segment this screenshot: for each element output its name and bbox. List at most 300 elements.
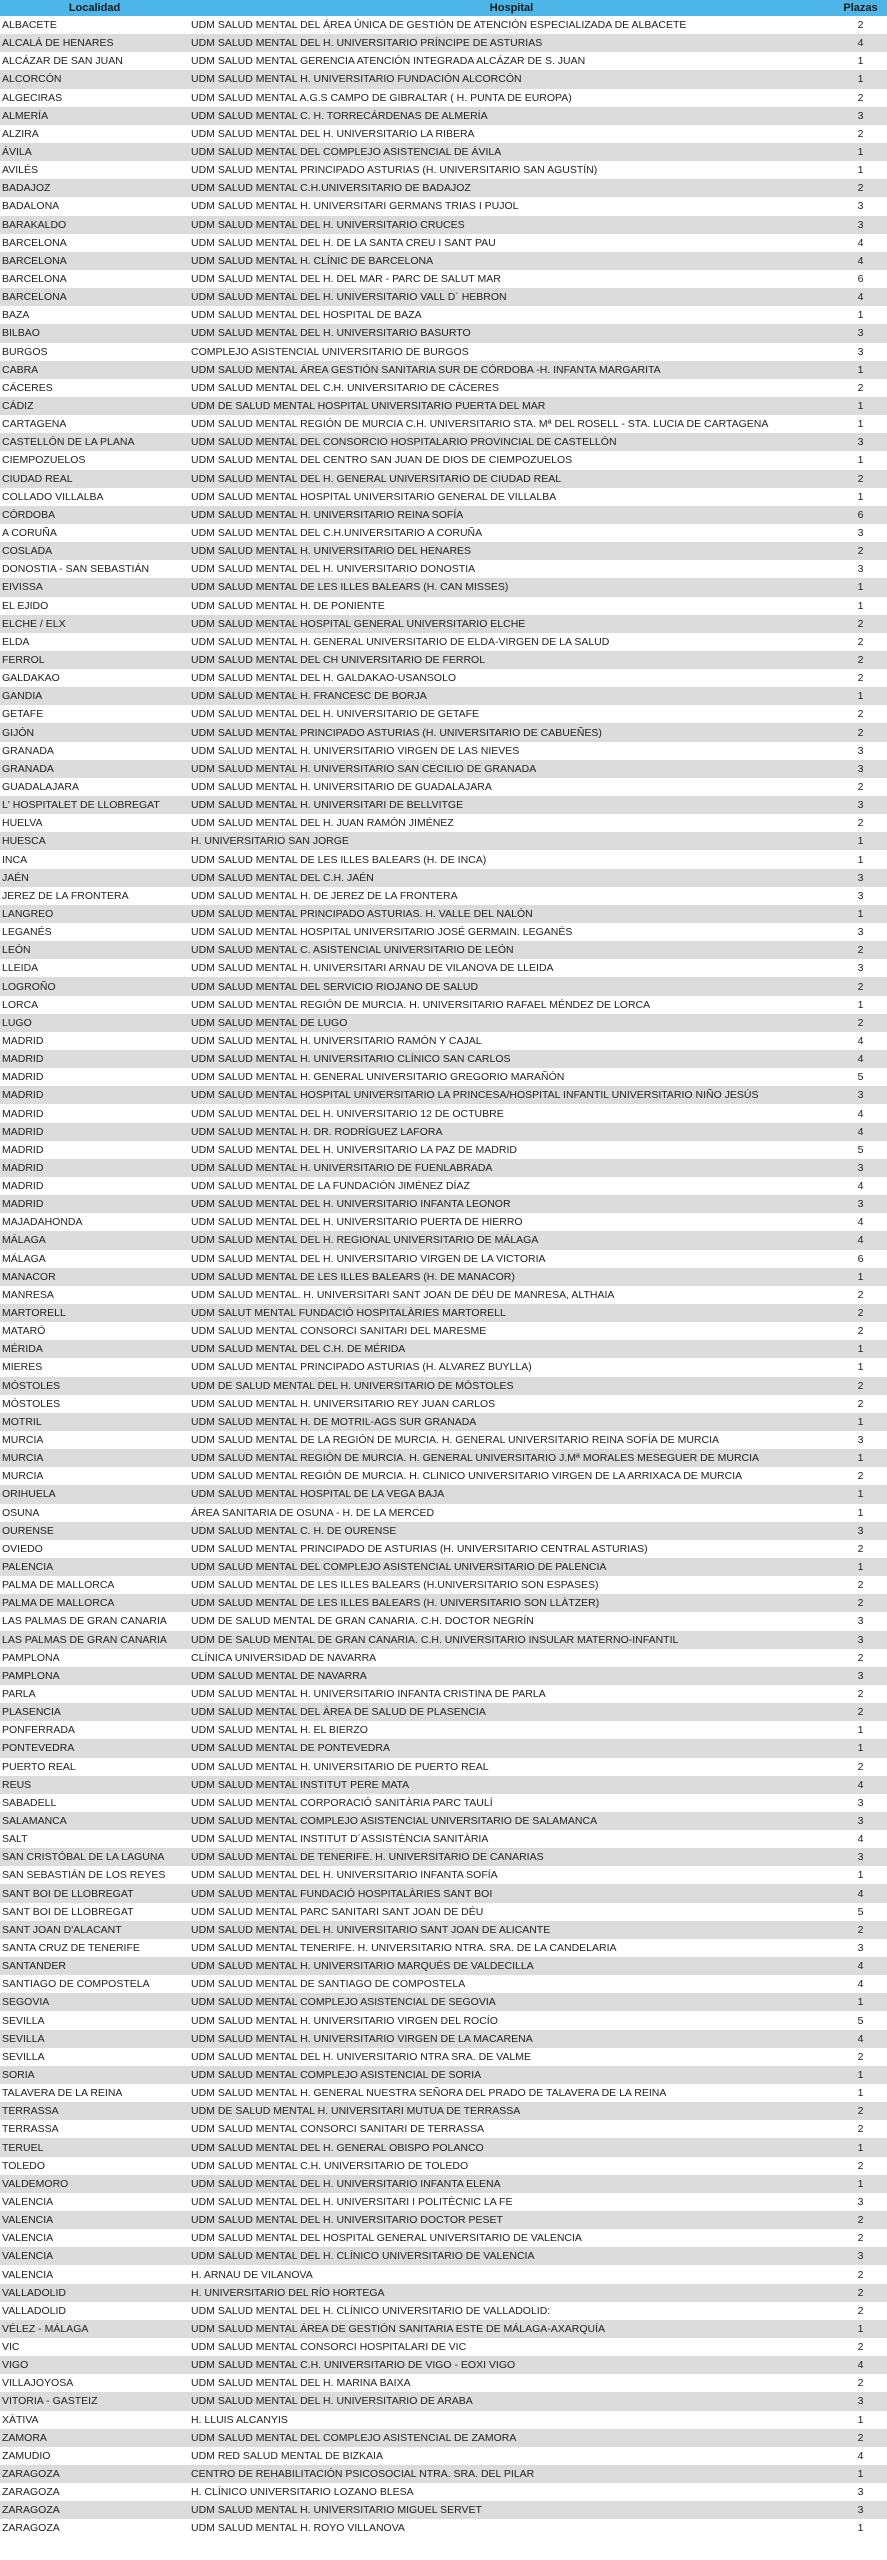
table-row	[0, 1758, 887, 1776]
cell-hospital: UDM SALUD MENTAL H. UNIVERSITARIO VIRGEN DEL ROCÍO	[189, 2011, 834, 2029]
table-row	[0, 143, 887, 161]
cell-localidad: LEGANÉS	[0, 923, 189, 941]
cell-localidad: GRANADA	[0, 760, 189, 778]
cell-hospital: UDM SALUD MENTAL HOSPITAL DE LA VEGA BAJA	[189, 1485, 834, 1503]
cell-hospital: UDM SALUD MENTAL H. UNIVERSITARIO DE FUENLABRADA	[189, 1159, 834, 1177]
cell-plazas: 2	[834, 669, 887, 687]
cell-hospital: UDM SALUD MENTAL DE LES ILLES BALEARS (H. CAN MISSES)	[189, 578, 834, 596]
cell-hospital: UDM SALUD MENTAL PRINCIPADO ASTURIAS (H. ALVAREZ BUYLLA)	[189, 1358, 834, 1376]
header-localidad: Localidad	[0, 0, 189, 16]
cell-plazas: 5	[834, 1141, 887, 1159]
cell-hospital: UDM SALUD MENTAL DEL H. CLÍNICO UNIVERSITARIO DE VALLADOLID:	[189, 2302, 834, 2320]
cell-plazas: 3	[834, 1086, 887, 1104]
cell-localidad: PARLA	[0, 1685, 189, 1703]
table-header	[0, 0, 887, 16]
cell-localidad: VIGO	[0, 2356, 189, 2374]
cell-localidad: MATARÓ	[0, 1322, 189, 1340]
cell-hospital: UDM SALUD MENTAL DEL H. UNIVERSITARIO LA PAZ DE MADRID	[189, 1141, 834, 1159]
cell-hospital: UDM RED SALUD MENTAL DE BIZKAIA	[189, 2447, 834, 2465]
table-row	[0, 597, 887, 615]
cell-plazas: 2	[834, 814, 887, 832]
cell-plazas: 4	[834, 1050, 887, 1068]
table-row	[0, 161, 887, 179]
table-row	[0, 1413, 887, 1431]
cell-localidad: CARTAGENA	[0, 415, 189, 433]
cell-plazas: 5	[834, 1903, 887, 1921]
table-row	[0, 2447, 887, 2465]
cell-hospital: UDM SALUD MENTAL DEL H. UNIVERSITARIO LA RIBERA	[189, 125, 834, 143]
cell-hospital: UDM SALUD MENTAL PRINCIPADO DE ASTURIAS (H. UNIVERSITARIO CENTRAL ASTURIAS)	[189, 1540, 834, 1558]
table-row	[0, 2229, 887, 2247]
cell-plazas: 1	[834, 451, 887, 469]
cell-hospital: UDM SALUD MENTAL CONSORCI SANITARI DE TERRASSA	[189, 2120, 834, 2138]
cell-hospital: UDM SALUD MENTAL H. UNIVERSITARI ARNAU DE VILANOVA DE LLEIDA	[189, 959, 834, 977]
table-row	[0, 361, 887, 379]
table-row	[0, 996, 887, 1014]
table-row	[0, 125, 887, 143]
cell-hospital: UDM SALUD MENTAL DEL H. GALDAKAO-USANSOLO	[189, 669, 834, 687]
cell-localidad: BADAJOZ	[0, 179, 189, 197]
cell-localidad: SANT BOI DE LLOBREGAT	[0, 1884, 189, 1902]
cell-plazas: 1	[834, 1358, 887, 1376]
table-row	[0, 1884, 887, 1902]
cell-localidad: HUESCA	[0, 832, 189, 850]
cell-hospital: UDM SALUD MENTAL DE TENERIFE. H. UNIVERSITARIO DE CANARIAS	[189, 1848, 834, 1866]
cell-plazas: 4	[834, 252, 887, 270]
cell-localidad: A CORUÑA	[0, 524, 189, 542]
cell-plazas: 3	[834, 2247, 887, 2265]
table-row	[0, 2048, 887, 2066]
cell-hospital: UDM SALUD MENTAL DEL C.H. JAÉN	[189, 869, 834, 887]
table-row	[0, 633, 887, 651]
cell-plazas: 4	[834, 1776, 887, 1794]
cell-plazas: 2	[834, 941, 887, 959]
cell-plazas: 4	[834, 234, 887, 252]
cell-hospital: UDM SALUD MENTAL H. GENERAL UNIVERSITARIO GREGORIO MARAÑÓN	[189, 1068, 834, 1086]
cell-plazas: 4	[834, 1177, 887, 1195]
cell-hospital: UDM SALUD MENTAL DEL H. UNIVERSITARIO VALL D´ HEBRON	[189, 288, 834, 306]
table-row	[0, 1685, 887, 1703]
cell-hospital: UDM DE SALUD MENTAL DEL H. UNIVERSITARIO DE MÓSTOLES	[189, 1377, 834, 1395]
table-row	[0, 1449, 887, 1467]
cell-plazas: 2	[834, 1703, 887, 1721]
cell-plazas: 2	[834, 1921, 887, 1939]
cell-plazas: 2	[834, 1014, 887, 1032]
cell-plazas: 1	[834, 2465, 887, 2483]
table-row	[0, 70, 887, 88]
table-row	[0, 1213, 887, 1231]
cell-localidad: MURCIA	[0, 1449, 189, 1467]
cell-localidad: EIVISSA	[0, 578, 189, 596]
cell-hospital: UDM SALUD MENTAL C.H.UNIVERSITARIO DE BADAJOZ	[189, 179, 834, 197]
cell-plazas: 2	[834, 2157, 887, 2175]
cell-localidad: BARCELONA	[0, 252, 189, 270]
cell-plazas: 3	[834, 324, 887, 342]
table-row	[0, 796, 887, 814]
cell-hospital: UDM SALUD MENTAL DEL H. UNIVERSITARIO PUERTA DE HIERRO	[189, 1213, 834, 1231]
cell-hospital: UDM SALUD MENTAL DEL H. JUAN RAMÓN JIMÉNEZ	[189, 814, 834, 832]
cell-localidad: SANTIAGO DE COMPOSTELA	[0, 1975, 189, 1993]
cell-hospital: UDM SALUD MENTAL H. EL BIERZO	[189, 1721, 834, 1739]
cell-localidad: SANTA CRUZ DE TENERIFE	[0, 1939, 189, 1957]
cell-localidad: MADRID	[0, 1123, 189, 1141]
cell-hospital: UDM SALUD MENTAL COMPLEJO ASISTENCIAL DE SORIA	[189, 2066, 834, 2084]
table-row	[0, 2120, 887, 2138]
table-row	[0, 52, 887, 70]
cell-localidad: PALENCIA	[0, 1558, 189, 1576]
table-row	[0, 687, 887, 705]
cell-localidad: MURCIA	[0, 1467, 189, 1485]
table-row	[0, 270, 887, 288]
cell-localidad: MADRID	[0, 1086, 189, 1104]
cell-hospital: UDM SALUD MENTAL DEL SERVICIO RIOJANO DE SALUD	[189, 977, 834, 995]
cell-plazas: 3	[834, 1431, 887, 1449]
cell-localidad: LEÓN	[0, 941, 189, 959]
cell-hospital: UDM SALUD MENTAL DEL H. GENERAL UNIVERSITARIO DE CIUDAD REAL	[189, 470, 834, 488]
cell-localidad: VALLADOLID	[0, 2284, 189, 2302]
cell-hospital: UDM SALUD MENTAL H. UNIVERSITARIO INFANTA CRISTINA DE PARLA	[189, 1685, 834, 1703]
cell-hospital: UDM SALUD MENTAL DEL C.H. DE MÉRIDA	[189, 1340, 834, 1358]
cell-hospital: UDM SALUD MENTAL DE LES ILLES BALEARS (H.UNIVERSITARIO SON ESPASES)	[189, 1576, 834, 1594]
cell-hospital: UDM SALUD MENTAL DEL H. CLÍNICO UNIVERSITARIO DE VALENCIA	[189, 2247, 834, 2265]
cell-plazas: 3	[834, 1939, 887, 1957]
cell-hospital: UDM SALUD MENTAL H. UNIVERSITARIO REINA SOFÍA	[189, 506, 834, 524]
cell-localidad: VILLAJOYOSA	[0, 2374, 189, 2392]
table-row	[0, 742, 887, 760]
table-row	[0, 2374, 887, 2392]
table-row	[0, 2102, 887, 2120]
table-row	[0, 1667, 887, 1685]
table-row	[0, 216, 887, 234]
cell-hospital: UDM SALUD MENTAL DEL HOSPITAL GENERAL UNIVERSITARIO DE VALENCIA	[189, 2229, 834, 2247]
table-row	[0, 615, 887, 633]
table-row	[0, 397, 887, 415]
table-row	[0, 2193, 887, 2211]
table-row	[0, 89, 887, 107]
cell-plazas: 3	[834, 923, 887, 941]
cell-localidad: SEVILLA	[0, 2048, 189, 2066]
cell-plazas: 2	[834, 1322, 887, 1340]
cell-localidad: CASTELLÓN DE LA PLANA	[0, 433, 189, 451]
cell-plazas: 3	[834, 216, 887, 234]
table-row	[0, 1975, 887, 1993]
cell-hospital: UDM SALUD MENTAL H. UNIVERSITARIO VIRGEN DE LAS NIEVES	[189, 742, 834, 760]
cell-localidad: LUGO	[0, 1014, 189, 1032]
cell-plazas: 4	[834, 2447, 887, 2465]
cell-hospital: UDM SALUD MENTAL HOSPITAL UNIVERSITARIO JOSÉ GERMAIN. LEGANÉS	[189, 923, 834, 941]
cell-hospital: UDM SALUD MENTAL. H. UNIVERSITARI SANT JOAN DE DÉU DE MANRESA, ALTHAIA	[189, 1286, 834, 1304]
cell-plazas: 3	[834, 1159, 887, 1177]
table-row	[0, 379, 887, 397]
cell-localidad: VALLADOLID	[0, 2302, 189, 2320]
table-row	[0, 2265, 887, 2283]
cell-localidad: PONTEVEDRA	[0, 1739, 189, 1757]
table-row	[0, 2429, 887, 2447]
cell-localidad: LORCA	[0, 996, 189, 1014]
cell-plazas: 1	[834, 832, 887, 850]
cell-localidad: MADRID	[0, 1195, 189, 1213]
cell-localidad: CÁDIZ	[0, 397, 189, 415]
table-row	[0, 2247, 887, 2265]
cell-hospital: UDM SALUD MENTAL H. UNIVERSITARIO REY JUAN CARLOS	[189, 1395, 834, 1413]
cell-hospital: UDM SALUT MENTAL FUNDACIÓ HOSPITALÀRIES MARTORELL	[189, 1304, 834, 1322]
table-row	[0, 1649, 887, 1667]
cell-hospital: UDM SALUD MENTAL DE SANTIAGO DE COMPOSTELA	[189, 1975, 834, 1993]
cell-hospital: UDM SALUD MENTAL DEL C.H. UNIVERSITARIO DE CÁCERES	[189, 379, 834, 397]
cell-localidad: COSLADA	[0, 542, 189, 560]
cell-plazas: 2	[834, 778, 887, 796]
cell-plazas: 3	[834, 1848, 887, 1866]
cell-hospital: H. UNIVERSITARIO SAN JORGE	[189, 832, 834, 850]
cell-hospital: UDM SALUD MENTAL DEL H. UNIVERSITARIO DOCTOR PESET	[189, 2211, 834, 2229]
cell-localidad: SANT JOAN D'ALACANT	[0, 1921, 189, 1939]
cell-localidad: BARCELONA	[0, 288, 189, 306]
table-row	[0, 651, 887, 669]
cell-plazas: 1	[834, 850, 887, 868]
cell-localidad: ZAMORA	[0, 2429, 189, 2447]
cell-hospital: UDM SALUD MENTAL DEL ÁREA DE SALUD DE PLASENCIA	[189, 1703, 834, 1721]
cell-hospital: UDM SALUD MENTAL DEL H. DE LA SANTA CREU I SANT PAU	[189, 234, 834, 252]
cell-localidad: TERRASSA	[0, 2120, 189, 2138]
cell-hospital: UDM SALUD MENTAL REGIÓN DE MURCIA. H. GENERAL UNIVERSITARIO J.Mª MORALES MESEGUER DE MURCIA	[189, 1449, 834, 1467]
cell-plazas: 3	[834, 2501, 887, 2519]
cell-plazas: 3	[834, 343, 887, 361]
cell-localidad: SEGOVIA	[0, 1993, 189, 2011]
cell-hospital: UDM SALUD MENTAL DE LA REGIÓN DE MURCIA. H. GENERAL UNIVERSITARIO REINA SOFÍA DE MURCIA	[189, 1431, 834, 1449]
cell-localidad: CÁCERES	[0, 379, 189, 397]
cell-localidad: PAMPLONA	[0, 1667, 189, 1685]
table-row	[0, 1540, 887, 1558]
cell-localidad: MÁLAGA	[0, 1250, 189, 1268]
table-row	[0, 1268, 887, 1286]
cell-localidad: COLLADO VILLALBA	[0, 488, 189, 506]
cell-localidad: BARCELONA	[0, 234, 189, 252]
cell-hospital: UDM SALUD MENTAL H. UNIVERSITARIO MIGUEL SERVET	[189, 2501, 834, 2519]
table-row	[0, 2030, 887, 2048]
cell-hospital: UDM SALUD MENTAL C. H. DE OURENSE	[189, 1522, 834, 1540]
cell-localidad: PALMA DE MALLORCA	[0, 1594, 189, 1612]
table-row	[0, 2356, 887, 2374]
cell-plazas: 2	[834, 470, 887, 488]
cell-hospital: COMPLEJO ASISTENCIAL UNIVERSITARIO DE BURGOS	[189, 343, 834, 361]
cell-hospital: UDM SALUD MENTAL DEL H. UNIVERSITARIO SANT JOAN DE ALICANTE	[189, 1921, 834, 1939]
cell-plazas: 1	[834, 2320, 887, 2338]
cell-localidad: GIJÓN	[0, 723, 189, 741]
table-row	[0, 34, 887, 52]
cell-plazas: 3	[834, 760, 887, 778]
cell-plazas: 3	[834, 742, 887, 760]
cell-localidad: BARAKALDO	[0, 216, 189, 234]
cell-hospital: UDM SALUD MENTAL DE LUGO	[189, 1014, 834, 1032]
cell-localidad: MÓSTOLES	[0, 1377, 189, 1395]
cell-plazas: 1	[834, 1721, 887, 1739]
cell-localidad: MIERES	[0, 1358, 189, 1376]
table-row	[0, 1631, 887, 1649]
table-row	[0, 415, 887, 433]
cell-plazas: 1	[834, 1739, 887, 1757]
table-row	[0, 1776, 887, 1794]
cell-hospital: UDM SALUD MENTAL CORPORACIÓ SANITÀRIA PARC TAULÍ	[189, 1794, 834, 1812]
cell-plazas: 2	[834, 651, 887, 669]
cell-plazas: 3	[834, 107, 887, 125]
table-row	[0, 1594, 887, 1612]
cell-localidad: CIUDAD REAL	[0, 470, 189, 488]
table-row	[0, 923, 887, 941]
table-row	[0, 1032, 887, 1050]
cell-hospital: UDM SALUD MENTAL REGIÓN DE MURCIA C.H. UNIVERSITARIO STA. Mª DEL ROSELL - STA. LUCIA DE CARTAGENA	[189, 415, 834, 433]
table-row	[0, 2338, 887, 2356]
cell-localidad: FERROL	[0, 651, 189, 669]
table-row	[0, 1848, 887, 1866]
table-row	[0, 1485, 887, 1503]
cell-plazas: 3	[834, 869, 887, 887]
cell-hospital: UDM SALUD MENTAL REGIÓN DE MURCIA. H. CLINICO UNIVERSITARIO VIRGEN DE LA ARRIXACA DE MURCIA	[189, 1467, 834, 1485]
cell-plazas: 2	[834, 2302, 887, 2320]
cell-plazas: 3	[834, 524, 887, 542]
table-row	[0, 2138, 887, 2156]
table-row	[0, 2211, 887, 2229]
cell-plazas: 1	[834, 2138, 887, 2156]
cell-localidad: ALGECIRAS	[0, 89, 189, 107]
cell-plazas: 1	[834, 597, 887, 615]
cell-plazas: 2	[834, 1377, 887, 1395]
cell-localidad: LLEIDA	[0, 959, 189, 977]
cell-localidad: MÓSTOLES	[0, 1395, 189, 1413]
cell-plazas: 1	[834, 2175, 887, 2193]
cell-hospital: UDM SALUD MENTAL A.G.S CAMPO DE GIBRALTAR ( H. PUNTA DE EUROPA)	[189, 89, 834, 107]
table-row	[0, 197, 887, 215]
cell-localidad: ALZIRA	[0, 125, 189, 143]
table-row	[0, 2284, 887, 2302]
cell-localidad: BAZA	[0, 306, 189, 324]
table-row	[0, 1177, 887, 1195]
cell-hospital: UDM SALUD MENTAL H. ROYO VILLANOVA	[189, 2519, 834, 2537]
cell-plazas: 4	[834, 2356, 887, 2374]
cell-localidad: BURGOS	[0, 343, 189, 361]
cell-plazas: 3	[834, 959, 887, 977]
cell-hospital: UDM SALUD MENTAL H. DR. RODRÍGUEZ LAFORA	[189, 1123, 834, 1141]
table-row	[0, 1141, 887, 1159]
cell-plazas: 2	[834, 2265, 887, 2283]
table-row	[0, 778, 887, 796]
cell-plazas: 3	[834, 1812, 887, 1830]
table-row	[0, 451, 887, 469]
table-row	[0, 1195, 887, 1213]
table-row	[0, 1939, 887, 1957]
header-hospital: Hospital	[189, 0, 834, 16]
table-row	[0, 723, 887, 741]
cell-hospital: UDM SALUD MENTAL ÁREA DE GESTIÓN SANITARIA ESTE DE MÁLAGA-AXARQUÍA	[189, 2320, 834, 2338]
cell-plazas: 3	[834, 1631, 887, 1649]
cell-hospital: UDM SALUD MENTAL DEL H. UNIVERSITARIO VIRGEN DE LA VICTORIA	[189, 1250, 834, 1268]
table-row	[0, 2175, 887, 2193]
table-row	[0, 1921, 887, 1939]
table-row	[0, 560, 887, 578]
table-row	[0, 1250, 887, 1268]
cell-hospital: UDM SALUD MENTAL DEL H. UNIVERSITARIO PRÍNCIPE DE ASTURIAS	[189, 34, 834, 52]
cell-hospital: UDM SALUD MENTAL DEL H. UNIVERSITARIO DE GETAFE	[189, 705, 834, 723]
cell-hospital: UDM SALUD MENTAL H. UNIVERSITARIO SAN CECILIO DE GRANADA	[189, 760, 834, 778]
cell-hospital: UDM SALUD MENTAL COMPLEJO ASISTENCIAL UNIVERSITARIO DE SALAMANCA	[189, 1812, 834, 1830]
cell-plazas: 3	[834, 1522, 887, 1540]
table-row	[0, 179, 887, 197]
cell-localidad: CABRA	[0, 361, 189, 379]
cell-plazas: 1	[834, 1558, 887, 1576]
cell-hospital: UDM SALUD MENTAL CONSORCI SANITARI DEL MARESME	[189, 1322, 834, 1340]
cell-hospital: UDM SALUD MENTAL DEL HOSPITAL DE BAZA	[189, 306, 834, 324]
cell-localidad: SEVILLA	[0, 2030, 189, 2048]
cell-hospital: UDM SALUD MENTAL DEL COMPLEJO ASISTENCIAL UNIVERSITARIO DE PALENCIA	[189, 1558, 834, 1576]
cell-plazas: 3	[834, 2392, 887, 2410]
table-row	[0, 1395, 887, 1413]
cell-localidad: MANRESA	[0, 1286, 189, 1304]
cell-hospital: UDM SALUD MENTAL H. UNIVERSITARIO DEL HENARES	[189, 542, 834, 560]
cell-hospital: UDM SALUD MENTAL REGIÓN DE MURCIA. H. UNIVERSITARIO RAFAEL MÉNDEZ DE LORCA	[189, 996, 834, 1014]
cell-hospital: UDM SALUD MENTAL H. DE MOTRIL-AGS SUR GRANADA	[189, 1413, 834, 1431]
cell-plazas: 1	[834, 2411, 887, 2429]
cell-hospital: UDM SALUD MENTAL H. UNIVERSITARIO DE PUERTO REAL	[189, 1758, 834, 1776]
table-row	[0, 2302, 887, 2320]
table-row	[0, 905, 887, 923]
cell-localidad: ZARAGOZA	[0, 2465, 189, 2483]
cell-hospital: UDM SALUD MENTAL DE PONTEVEDRA	[189, 1739, 834, 1757]
table-row	[0, 1286, 887, 1304]
cell-localidad: LAS PALMAS DE GRAN CANARIA	[0, 1612, 189, 1630]
cell-plazas: 1	[834, 361, 887, 379]
table-row	[0, 470, 887, 488]
cell-hospital: UDM SALUD MENTAL DEL H. UNIVERSITARIO INFANTA SOFÍA	[189, 1866, 834, 1884]
cell-hospital: UDM SALUD MENTAL HOSPITAL UNIVERSITARIO GENERAL DE VILLALBA	[189, 488, 834, 506]
cell-hospital: UDM SALUD MENTAL DEL H. MARINA BAIXA	[189, 2374, 834, 2392]
cell-hospital: UDM SALUD MENTAL DE NAVARRA	[189, 1667, 834, 1685]
cell-plazas: 4	[834, 1884, 887, 1902]
cell-plazas: 4	[834, 34, 887, 52]
cell-plazas: 3	[834, 197, 887, 215]
cell-hospital: UDM SALUD MENTAL DE LA FUNDACIÓN JIMÉNEZ DÍAZ	[189, 1177, 834, 1195]
cell-hospital: UDM SALUD MENTAL DE LES ILLES BALEARS (H. UNIVERSITARIO SON LLÀTZER)	[189, 1594, 834, 1612]
cell-plazas: 2	[834, 16, 887, 34]
cell-plazas: 2	[834, 2374, 887, 2392]
cell-plazas: 1	[834, 1993, 887, 2011]
cell-localidad: ORIHUELA	[0, 1485, 189, 1503]
cell-localidad: VITORIA - GASTEIZ	[0, 2392, 189, 2410]
cell-hospital: UDM SALUD MENTAL DEL H. DEL MAR - PARC DE SALUT MAR	[189, 270, 834, 288]
table-row	[0, 887, 887, 905]
table-row	[0, 832, 887, 850]
cell-plazas: 4	[834, 1123, 887, 1141]
table-row	[0, 2066, 887, 2084]
table-row	[0, 234, 887, 252]
cell-plazas: 1	[834, 687, 887, 705]
table-row	[0, 1993, 887, 2011]
cell-plazas: 4	[834, 1231, 887, 1249]
cell-hospital: UDM SALUD MENTAL DEL C.H.UNIVERSITARIO A CORUÑA	[189, 524, 834, 542]
cell-localidad: OSUNA	[0, 1504, 189, 1522]
cell-localidad: REUS	[0, 1776, 189, 1794]
cell-localidad: MARTORELL	[0, 1304, 189, 1322]
table-row	[0, 1322, 887, 1340]
table-row	[0, 977, 887, 995]
cell-localidad: INCA	[0, 850, 189, 868]
cell-plazas: 1	[834, 415, 887, 433]
cell-hospital: UDM SALUD MENTAL DEL H. UNIVERSITARIO DONOSTIA	[189, 560, 834, 578]
cell-localidad: TALAVERA DE LA REINA	[0, 2084, 189, 2102]
cell-localidad: TERRASSA	[0, 2102, 189, 2120]
cell-hospital: UDM SALUD MENTAL PARC SANITARI SANT JOAN DE DÉU	[189, 1903, 834, 1921]
cell-hospital: UDM SALUD MENTAL DEL COMPLEJO ASISTENCIAL DE ZAMORA	[189, 2429, 834, 2447]
cell-hospital: UDM SALUD MENTAL DE LES ILLES BALEARS (H. DE MANACOR)	[189, 1268, 834, 1286]
table-row	[0, 1068, 887, 1086]
